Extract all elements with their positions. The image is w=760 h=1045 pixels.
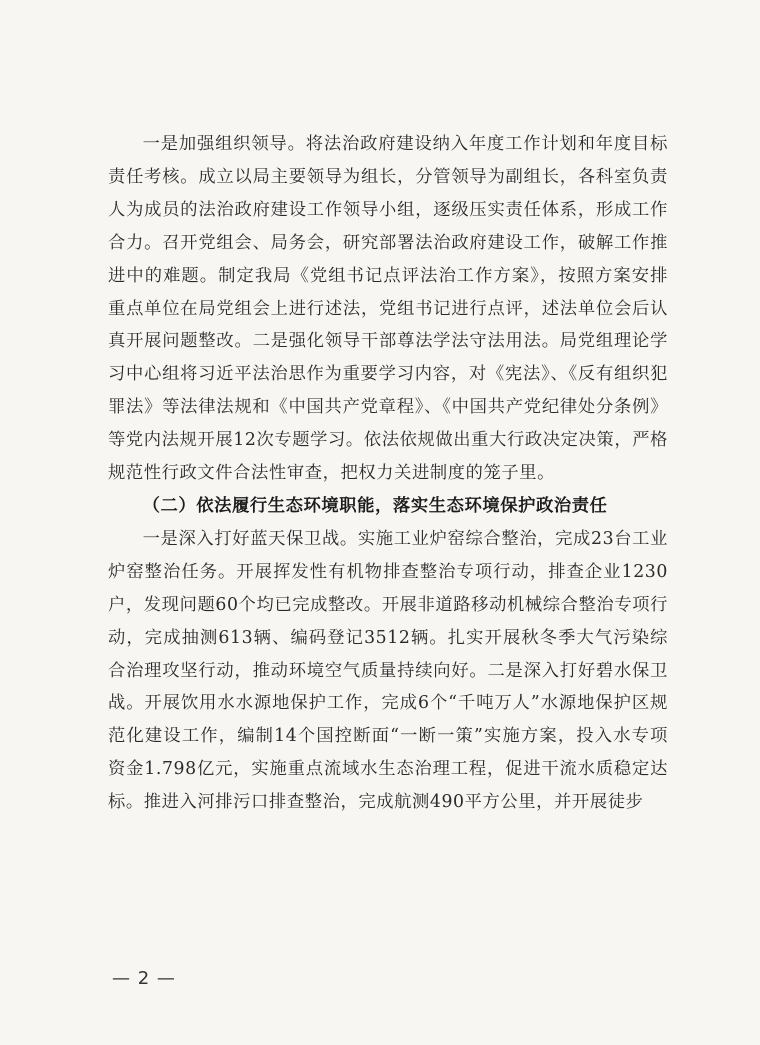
paragraph-organization-leadership: 一是加强组织领导。将法治政府建设纳入年度工作计划和年度目标责任考核。成立以局主要领导为组长，分管领导为副组长，各科室负责人为成员的法治政府建设工作领导小组，逐级压实责任体系，形成工作合力。召开党组会、局务会，研究部署法治政府建设工作，破解工作推进中的难题。制定我局《党组书记点评法治工作方案》，按照方案安排重点单位在局党组会上进行述法，党组书记进行点评，述法单位会后认真开展问题整改。二是强化领导干部尊法学法守法用法。局党组理论学习中心组将习近平法治思作为重要学习内容，对《宪法》、《反有组织犯罪法》等法律法规和《中国共产党章程》、《中国共产党纪律处分条例》等党内法规开展12次专题学习。依法依规做出重大行政决定决策，严格规范性行政文件合法性审查，把权力关进制度的笼子里。 [108,134,668,484]
body-text [108,128,668,819]
page-number: — 2 — [112,968,176,989]
section-heading-ecology: （二）依法履行生态环境职能，落实生态环境保护政治责任 [142,495,608,516]
paragraph-blue-sky-clear-water: 一是深入打好蓝天保卫战。实施工业炉窑综合整治，完成23台工业炉窑整治任务。开展挥发性有机物排查整治专项行动，排查企业1230户，发现问题60个均已完成整改。开展非道路移动机械综合整治专项行动，完成抽测613辆、编码登记3512辆。扎实开展秋冬季大气污染综合治理攻坚行动，推动环境空气质量持续向好。二是深入打好碧水保卫战。开展饮用水水源地保护工作，完成6个“千吨万人”水源地保护区规范化建设工作，编制14个国控断面“一断一策”实施方案，投入水专项资金1.798亿元，实施重点流域水生态治理工程，促进干流水质稳定达标。推进入河排污口排查整治，完成航测490平方公里，并开展徒步 [108,528,668,813]
